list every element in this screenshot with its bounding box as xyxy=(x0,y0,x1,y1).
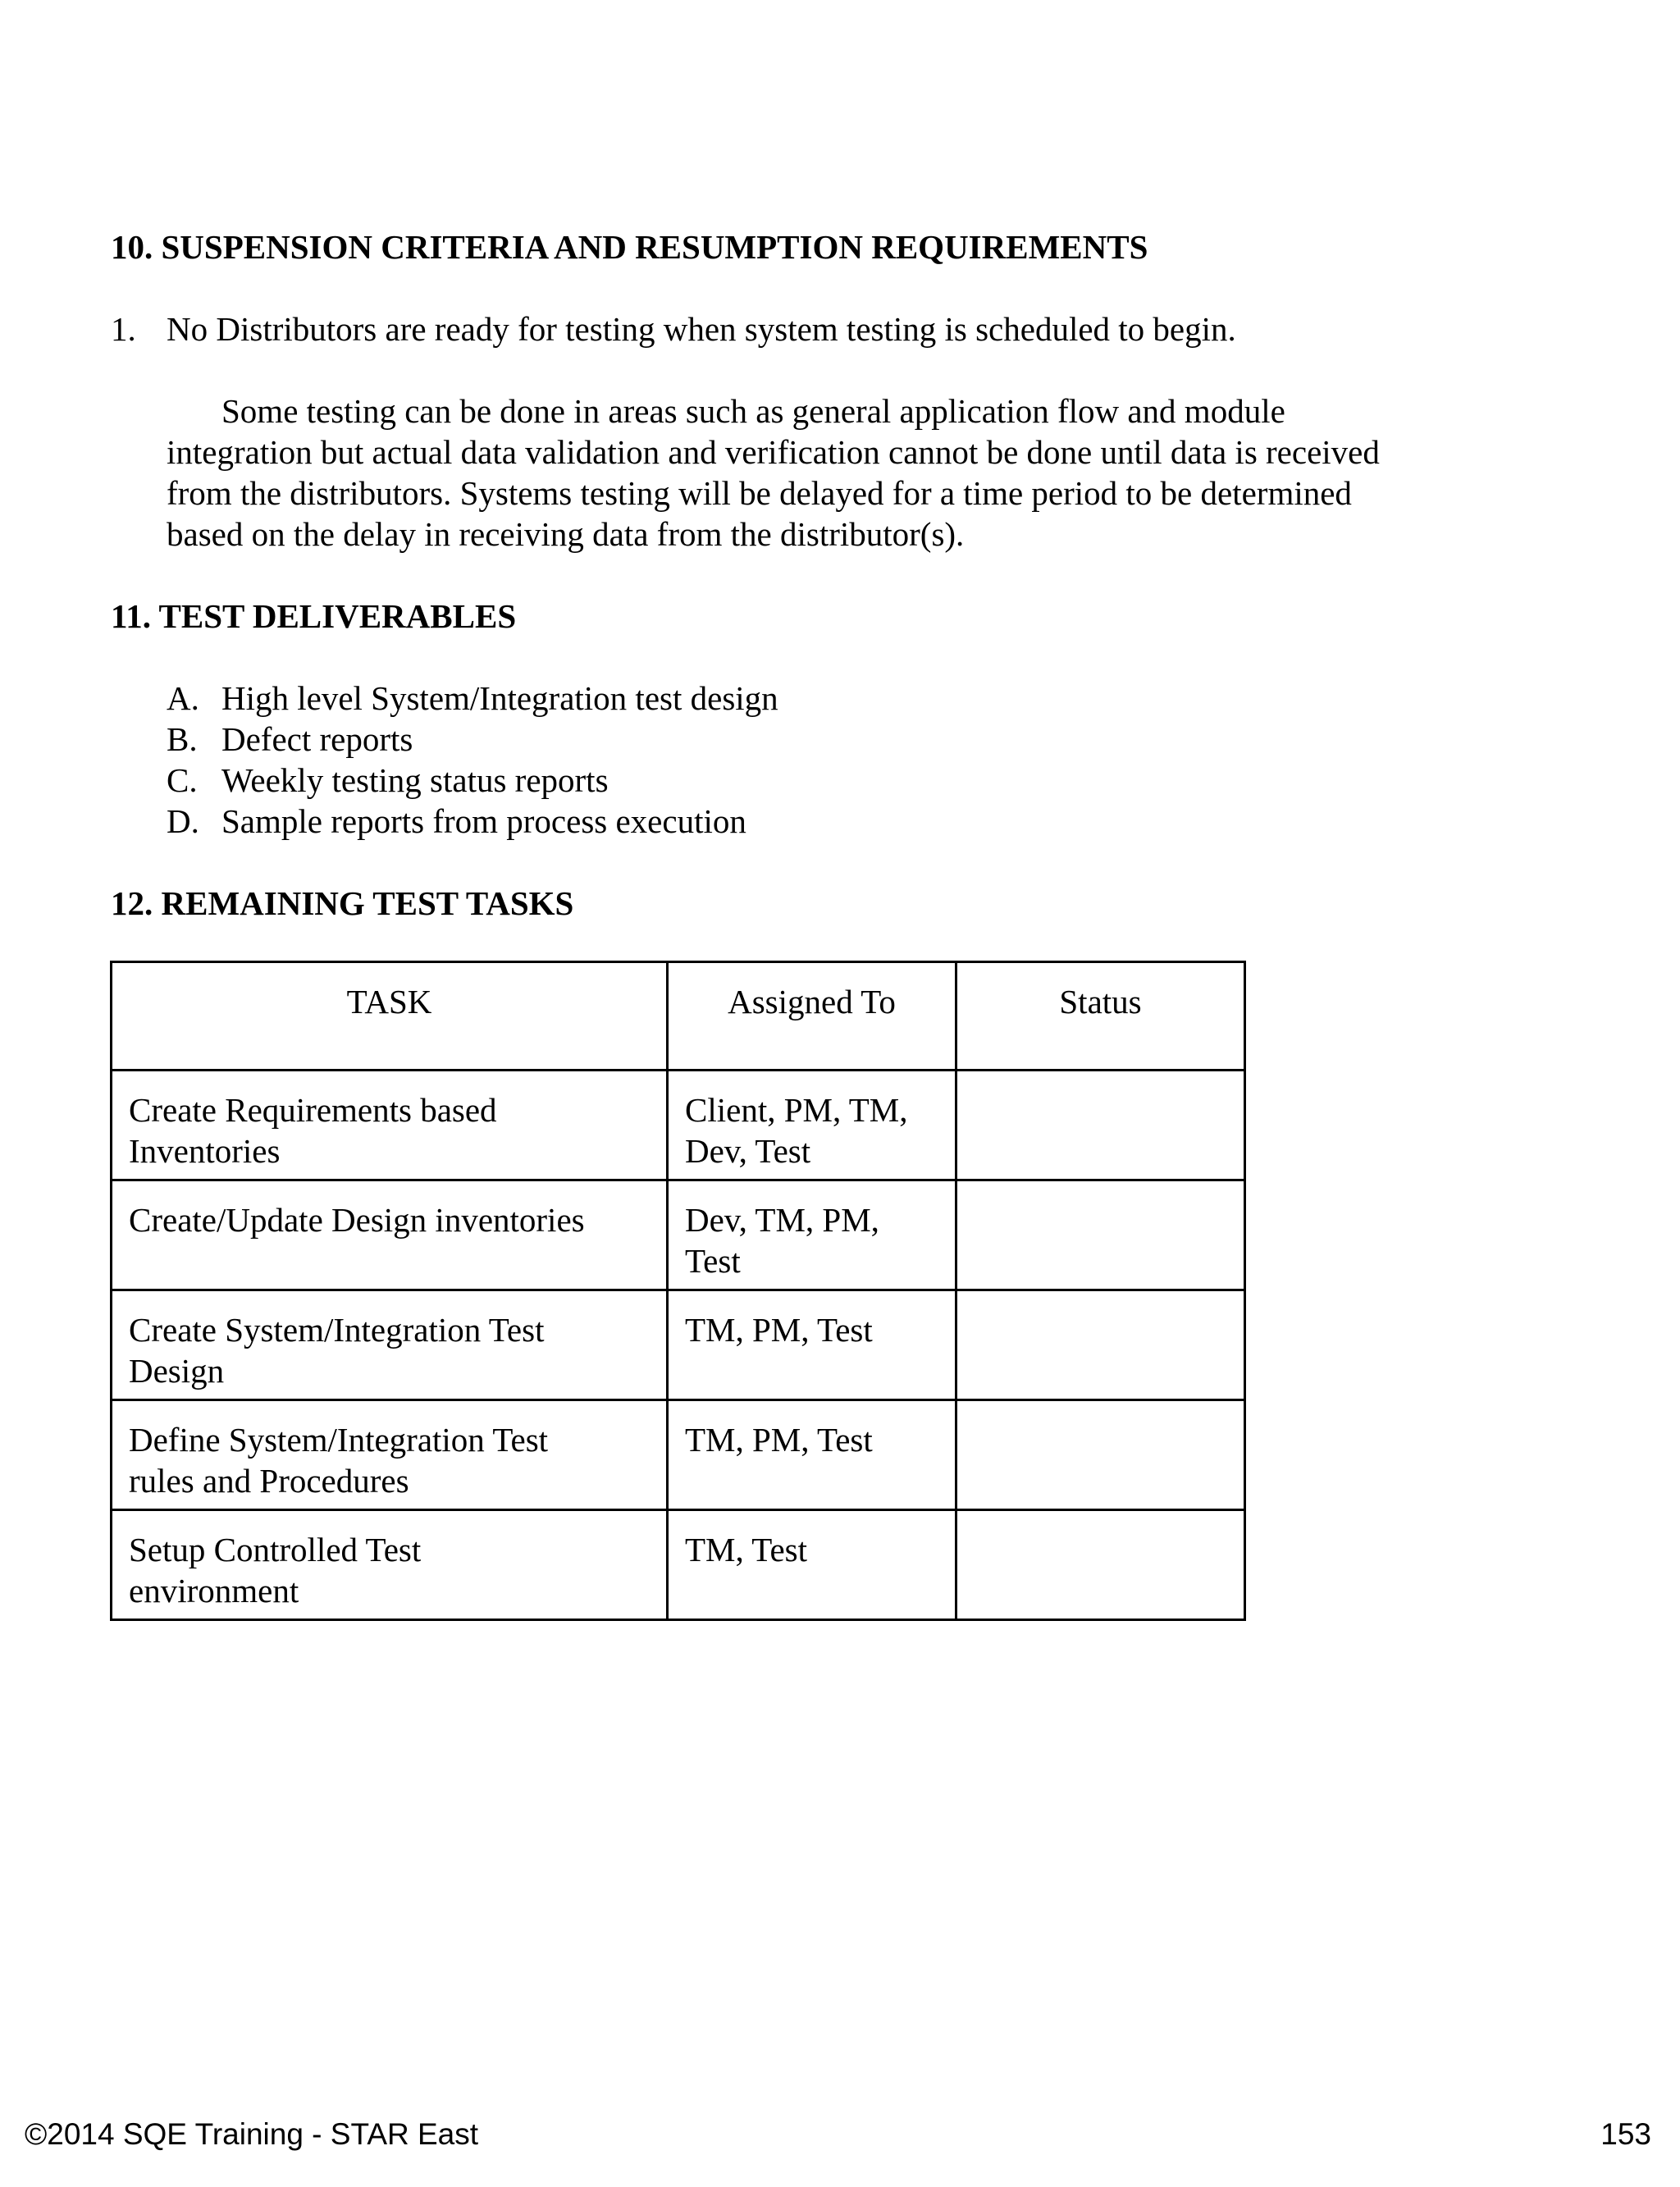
section-11-heading: 11. TEST DELIVERABLES xyxy=(111,597,517,635)
list-item-text: Defect reports xyxy=(221,720,413,758)
status-cell xyxy=(956,1510,1245,1620)
footer-copyright: ©2014 SQE Training - STAR East xyxy=(25,2117,479,2151)
suspension-paragraph xyxy=(167,390,1512,555)
task-cell xyxy=(112,1510,668,1620)
cell-line: Create System/Integration Test xyxy=(129,1311,545,1349)
assigned-to-cell xyxy=(668,1180,956,1290)
cell-line: Create/Update Design inventories xyxy=(129,1201,585,1239)
cell-line: TM, PM, Test xyxy=(685,1311,873,1349)
column-header-task: TASK xyxy=(112,962,668,1071)
table-row xyxy=(112,1400,1245,1510)
list-item xyxy=(167,801,778,842)
cell-line: Dev, TM, PM, xyxy=(685,1201,879,1239)
table-row xyxy=(112,1510,1245,1620)
cell-line: Design xyxy=(129,1352,225,1390)
cell-line: Define System/Integration Test xyxy=(129,1421,549,1459)
assigned-to-cell xyxy=(668,1400,956,1510)
status-cell xyxy=(956,1400,1245,1510)
assigned-to-cell xyxy=(668,1290,956,1400)
table-row xyxy=(112,1071,1245,1180)
cell-line: TM, Test xyxy=(685,1531,807,1568)
assigned-to-cell xyxy=(668,1071,956,1180)
list-item xyxy=(167,719,778,760)
list-item xyxy=(167,760,778,801)
task-cell xyxy=(112,1180,668,1290)
cell-line: Create Requirements based xyxy=(129,1091,497,1129)
paragraph-line: from the distributors. Systems testing will be delayed for a time period to be determined xyxy=(167,474,1352,512)
cell-line: TM, PM, Test xyxy=(685,1421,873,1459)
list-item-text: Sample reports from process execution xyxy=(221,802,746,840)
paragraph-line: Some testing can be done in areas such as general application flow and module xyxy=(221,392,1285,430)
cell-line: environment xyxy=(129,1572,299,1609)
list-item-number: 1. xyxy=(111,310,136,348)
status-cell xyxy=(956,1071,1245,1180)
remaining-tasks-table xyxy=(110,961,1246,1621)
status-cell xyxy=(956,1180,1245,1290)
section-10-heading: 10. SUSPENSION CRITERIA AND RESUMPTION REQUIREMENTS xyxy=(111,228,1148,266)
column-header-assigned-to: Assigned To xyxy=(668,962,956,1071)
deliverables-list xyxy=(167,678,778,842)
list-item-letter: C. xyxy=(167,761,198,799)
cell-line: Inventories xyxy=(129,1132,281,1170)
list-item-letter: A. xyxy=(167,679,199,717)
page-number: 153 xyxy=(1600,2117,1651,2151)
section-12-heading: 12. REMAINING TEST TASKS xyxy=(111,884,574,922)
list-item-text: No Distributors are ready for testing when system testing is scheduled to begin. xyxy=(167,310,1236,348)
list-item-text: Weekly testing status reports xyxy=(221,761,609,799)
cell-line: Setup Controlled Test xyxy=(129,1531,422,1568)
task-cell xyxy=(112,1290,668,1400)
task-cell xyxy=(112,1071,668,1180)
paragraph-line: based on the delay in receiving data from the distributor(s). xyxy=(167,515,965,553)
list-item-letter: D. xyxy=(167,802,199,840)
column-header-status: Status xyxy=(956,962,1245,1071)
assigned-to-cell xyxy=(668,1510,956,1620)
cell-line: Test xyxy=(685,1242,741,1280)
table-header-row xyxy=(112,962,1245,1071)
list-item-text: High level System/Integration test design xyxy=(221,679,778,717)
cell-line: rules and Procedures xyxy=(129,1462,409,1500)
status-cell xyxy=(956,1290,1245,1400)
cell-line: Client, PM, TM, xyxy=(685,1091,908,1129)
table-row xyxy=(112,1290,1245,1400)
task-cell xyxy=(112,1400,668,1510)
paragraph-line: integration but actual data validation and verification cannot be done until data is received xyxy=(167,433,1380,471)
list-item xyxy=(167,678,778,719)
cell-line: Dev, Test xyxy=(685,1132,811,1170)
list-item-letter: B. xyxy=(167,720,198,758)
table-row xyxy=(112,1180,1245,1290)
